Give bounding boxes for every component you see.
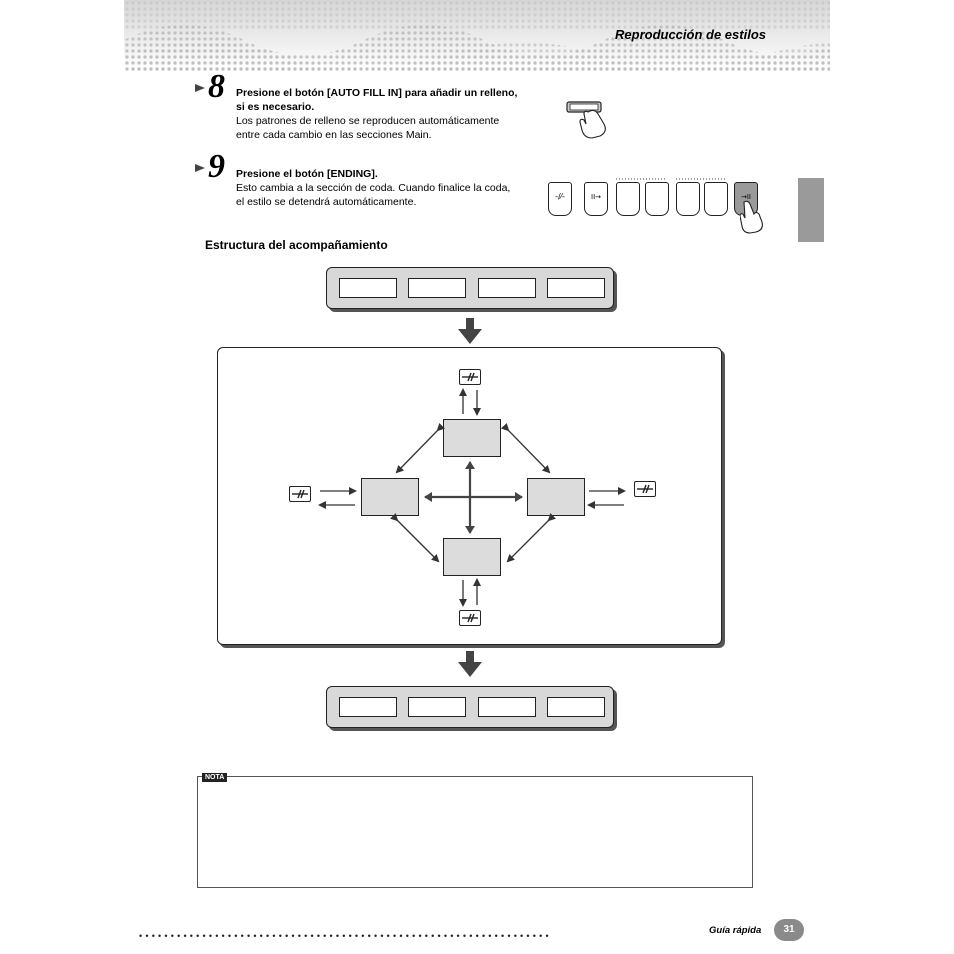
step-arrow-icon bbox=[195, 163, 205, 173]
note-box bbox=[197, 776, 753, 888]
svg-text:-/⁄-: -/⁄- bbox=[555, 192, 565, 201]
intro-button bbox=[548, 182, 572, 216]
main-b-button bbox=[645, 182, 669, 216]
step-8-title-line1: Presione el botón [AUTO FILL IN] para añadir un relleno, bbox=[236, 87, 518, 99]
ending-slot bbox=[547, 697, 605, 717]
step-8-body-line2: entre cada cambio en las secciones Main. bbox=[236, 129, 432, 141]
down-arrow-icon bbox=[458, 318, 482, 344]
ending-section-bar bbox=[326, 686, 614, 728]
chapter-tab bbox=[798, 178, 824, 242]
intro-slot bbox=[478, 278, 536, 298]
pressing-hand-icon bbox=[580, 110, 605, 138]
svg-text:→II: →II bbox=[741, 193, 751, 201]
step-9-title: Presione el botón [ENDING]. bbox=[236, 168, 378, 180]
section-title: Reproducción de estilos bbox=[615, 27, 766, 42]
step-8-number: 8 bbox=[208, 68, 225, 105]
step-9-body-line2: el estilo se detendrá automáticamente. bbox=[236, 196, 417, 208]
structure-heading: Estructura del acompañamiento bbox=[205, 238, 388, 252]
ending-slot bbox=[478, 697, 536, 717]
ending-slot bbox=[408, 697, 466, 717]
group-bracket-dots bbox=[616, 176, 728, 182]
ending-slot bbox=[339, 697, 397, 717]
style-control-buttons bbox=[548, 176, 764, 236]
intro-slot bbox=[547, 278, 605, 298]
footer-label: Guía rápida bbox=[709, 925, 762, 936]
main-transition-arrows bbox=[217, 347, 720, 643]
main-c-button bbox=[676, 182, 700, 216]
page-number-badge: 31 bbox=[774, 919, 804, 941]
footer-dotted-rule: ••••••••••••••••••••••••••••••••••••••••••••••••••••••••••••••••• bbox=[139, 931, 552, 941]
note-label: NOTA bbox=[202, 773, 227, 782]
svg-text:II→: II→ bbox=[591, 193, 601, 201]
step-arrow-icon bbox=[195, 83, 205, 93]
main-d-button bbox=[704, 182, 728, 216]
main-a-button bbox=[616, 182, 640, 216]
down-arrow-icon bbox=[458, 651, 482, 677]
sync-start-button bbox=[584, 182, 608, 216]
intro-slot bbox=[408, 278, 466, 298]
step-9-number: 9 bbox=[208, 148, 225, 185]
intro-section-bar bbox=[326, 267, 614, 309]
step-8-body-line1: Los patrones de relleno se reproducen automáticamente bbox=[236, 115, 500, 127]
step-8-title-line2: si es necesario. bbox=[236, 101, 315, 113]
auto-fill-in-button-illustration bbox=[566, 98, 616, 140]
step-9-body-line1: Esto cambia a la sección de coda. Cuando finalice la coda, bbox=[236, 182, 511, 194]
pressing-hand-icon bbox=[740, 200, 764, 234]
intro-slot bbox=[339, 278, 397, 298]
